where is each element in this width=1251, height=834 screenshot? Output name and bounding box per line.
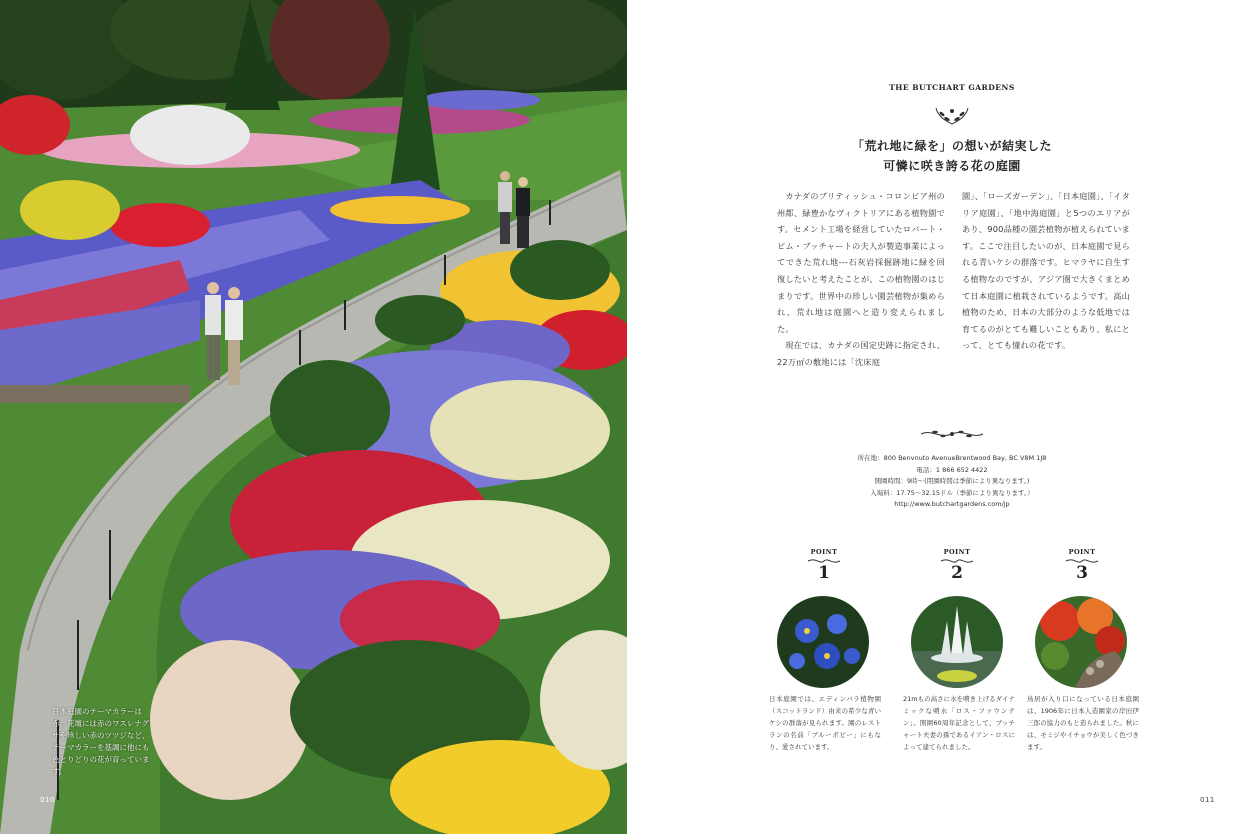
body-column-1 — [777, 188, 945, 371]
title-line-1: 「荒れ地に緑を」の想いが結実した — [851, 139, 1052, 153]
point-2-photo-ross-fountain — [911, 596, 1003, 688]
vine-divider-icon — [919, 427, 985, 441]
article-title — [627, 136, 1251, 176]
point-3-caption: 鳥居が入り口になっている日本庭園は、1906年に日本人造園家の岸田伊三郎の協力のもと造られました。秋には、モミジやイチョウが美しく色づきます。 — [1027, 695, 1139, 751]
photo-caption: 日本庭園のテーマカラーは赤。花壇には赤のワスレナグサや珍しい赤のツツジなど、テーマカラーを基調に他にも色とりどりの花が育っています。 — [52, 707, 150, 776]
point-1-caption: 日本庭園では、エディンバラ植物園（スコットランド）由来の希少な青いケシの群落が見られます。園のレストランの名前「ブルーポピー」にもなり、愛されています。 — [769, 695, 881, 751]
right-page — [627, 0, 1251, 834]
point-label: POINT — [1068, 548, 1096, 556]
page-number-right: 011 — [1200, 796, 1215, 804]
point-2-caption: 21mもの高さに水を噴き上げるダイナミックな噴水「ロス・ファウンテン」。開園60周年記念として、ブッチャート夫妻の孫であるイアン・ロスによって建てられました。 — [903, 695, 1015, 751]
body-paragraph-1: カナダのブリティッシュ・コロンビア州の州都、緑豊かなヴィクトリアにある植物園です。セメント工場を経営していたロバート・ピム・ブッチャートの夫人が製造事業によってできた荒れ地---石灰岩採掘跡地に緑を回復したいと考えたことが、この植物園のはじまりです。世界中の珍しい園芸植物が集められ、荒れ地は庭園へと造り変えられました。 — [777, 191, 945, 334]
point-label: POINT — [943, 548, 971, 556]
point-number: 3 — [1076, 563, 1088, 583]
body-column-2 — [962, 188, 1130, 354]
point-2-header — [897, 548, 1017, 583]
section-eyebrow: THE BUTCHART GARDENS — [889, 83, 1015, 92]
info-phone: 電話：1 866 652 4422 — [916, 465, 988, 474]
info-url[interactable]: http://www.butchartgardens.com/jp — [894, 500, 1010, 508]
point-label: POINT — [810, 548, 838, 556]
page-number-left: 010 — [40, 796, 55, 804]
point-3-header — [1022, 548, 1142, 583]
point-number: 2 — [951, 563, 963, 583]
leaf-ornament-icon — [934, 106, 970, 126]
info-hours: 開園時間：9時～(閉園時間は季節により異なります。) — [874, 477, 1030, 485]
point-1-header — [764, 548, 884, 583]
title-line-2: 可憐に咲き誇る花の庭園 — [883, 159, 1021, 173]
point-number: 1 — [818, 563, 830, 583]
visitor-info — [627, 453, 1251, 511]
point-1-photo-blue-poppies — [777, 596, 869, 688]
point-3-photo-japanese-garden — [1035, 596, 1127, 688]
info-address: 所在地：800 Benvnuto AvenueBrentwood Bay, BC V8M 1J8 — [857, 454, 1047, 462]
info-admission: 入場料：17.75～32.15ドル（季節により異なります。） — [870, 488, 1034, 497]
body-paragraph-2: 現在では、カナダの国定史跡に指定され、22万㎡の敷地には「沈床庭 — [777, 340, 945, 367]
body-paragraph-continued: 園」、「ローズガーデン」、「日本庭園」、「イタリア庭園」、「地中海庭園」と5つのエリアがあり、900品種の園芸植物が植えられています。ここで注目したいのが、日本庭園で見られる青いケシの群落です。ヒマラヤに自生する植物なのですが、アジア圏で大きくまとめて日本庭園に植栽されているようです。高山植物のため、日本の大部分のような低地では育てるのがとても難しいこともあり、私にとって、とても憧れの花です。 — [962, 191, 1130, 351]
